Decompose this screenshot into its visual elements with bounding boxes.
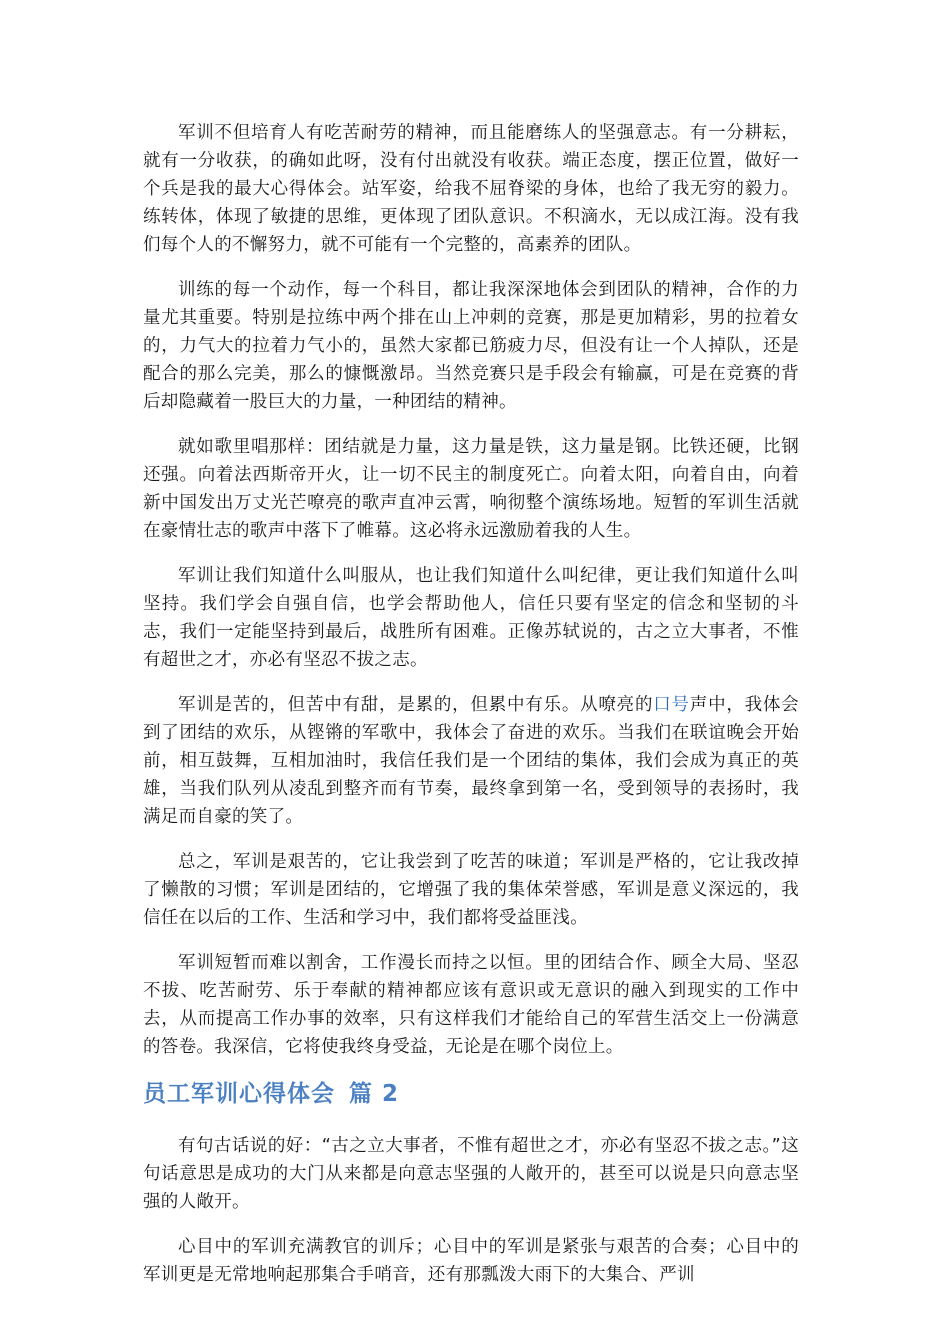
section2-paragraph-1: 有句古话说的好：“古之立大事者，不惟有超世之才，亦必有坚忍不拔之志。”这句话意思是成功的大门从来都是向意志坚强的人敞开的，甚至可以说是只向意志坚强的人敞开。 xyxy=(143,1136,799,1212)
slogan-link[interactable]: 口号 xyxy=(653,695,690,715)
section2-paragraph-2: 心目中的军训充满教官的训斥；心目中的军训是紧张与艰苦的合奏；心目中的军训更是无常地响起那集合手哨音，还有那瓢泼大雨下的大集合、严训 xyxy=(143,1237,799,1285)
section-heading-number: 篇 2 xyxy=(349,1081,400,1107)
paragraph-4: 军训让我们知道什么叫服从，也让我们知道什么叫纪律，更让我们知道什么叫坚持。我们学会自强自信，也学会帮助他人，信任只要有坚定的信念和坚韧的斗志，我们一定能坚持到最后，战胜所有困难。正像苏轼说的，古之立大事者，不惟有超世之才，亦必有坚忍不拔之志。 xyxy=(143,566,799,670)
section-heading-title: 员工军训心得体会 xyxy=(143,1081,335,1107)
paragraph-2: 训练的每一个动作，每一个科目，都让我深深地体会到团队的精神，合作的力量尤其重要。特别是拉练中两个排在山上冲刺的竞赛，那是更加精彩，男的拉着女的，力气大的拉着力气小的，虽然大家都已筋疲力尽，但没有让一个人掉队，还是配合的那么完美，那么的慷慨激昂。当然竞赛只是手段会有输赢，可是在竞赛的背后却隐藏着一股巨大的力量，一种团结的精神。 xyxy=(143,280,799,412)
paragraph-5-before: 军训是苦的，但苦中有甜，是累的，但累中有乐。从嘹亮的 xyxy=(178,695,654,715)
paragraph-5 xyxy=(143,691,799,831)
section-heading xyxy=(143,1078,799,1110)
paragraph-5-after: 声中，我体会到了团结的欢乐，从铿锵的军歌中，我体会了奋进的欢乐。当我们在联谊晚会开始前，相互鼓舞，互相加油时，我信任我们是一个团结的集体，我们会成为真正的英雄，当我们队列从凌乱到整齐而有节奏，最终拿到第一名，受到领导的表扬时，我满足而自豪的笑了。 xyxy=(143,695,799,827)
paragraph-1: 军训不但培育人有吃苦耐劳的精神，而且能磨练人的坚强意志。有一分耕耘，就有一分收获，的确如此呀，没有付出就没有收获。端正态度，摆正位置，做好一个兵是我的最大心得体会。站军姿，给我不屈脊梁的身体，也给了我无穷的毅力。练转体，体现了敏捷的思维，更体现了团队意识。不积滴水，无以成江海。没有我们每个人的不懈努力，就不可能有一个完整的，高素养的团队。 xyxy=(143,123,799,255)
document-page xyxy=(143,119,799,1306)
paragraph-3: 就如歌里唱那样：团结就是力量，这力量是铁，这力量是钢。比铁还硬，比钢还强。向着法西斯帝开火，让一切不民主的制度死亡。向着太阳，向着自由，向着新中国发出万丈光芒嘹亮的歌声直冲云霄，响彻整个演练场地。短暂的军训生活就在豪情壮志的歌声中落下了帷幕。这必将永远激励着我的人生。 xyxy=(143,437,799,541)
paragraph-7: 军训短暂而难以割舍，工作漫长而持之以恒。里的团结合作、顾全大局、坚忍不拔、吃苦耐劳、乐于奉献的精神都应该有意识或无意识的融入到现实的工作中去，从而提高工作办事的效率，只有这样我们才能给自己的军营生活交上一份满意的答卷。我深信，它将使我终身受益，无论是在哪个岗位上。 xyxy=(143,953,799,1057)
paragraph-6: 总之，军训是艰苦的，它让我尝到了吃苦的味道；军训是严格的，它让我改掉了懒散的习惯；军训是团结的，它增强了我的集体荣誉感，军训是意义深远的，我信任在以后的工作、生活和学习中，我们都将受益匪浅。 xyxy=(143,852,799,928)
